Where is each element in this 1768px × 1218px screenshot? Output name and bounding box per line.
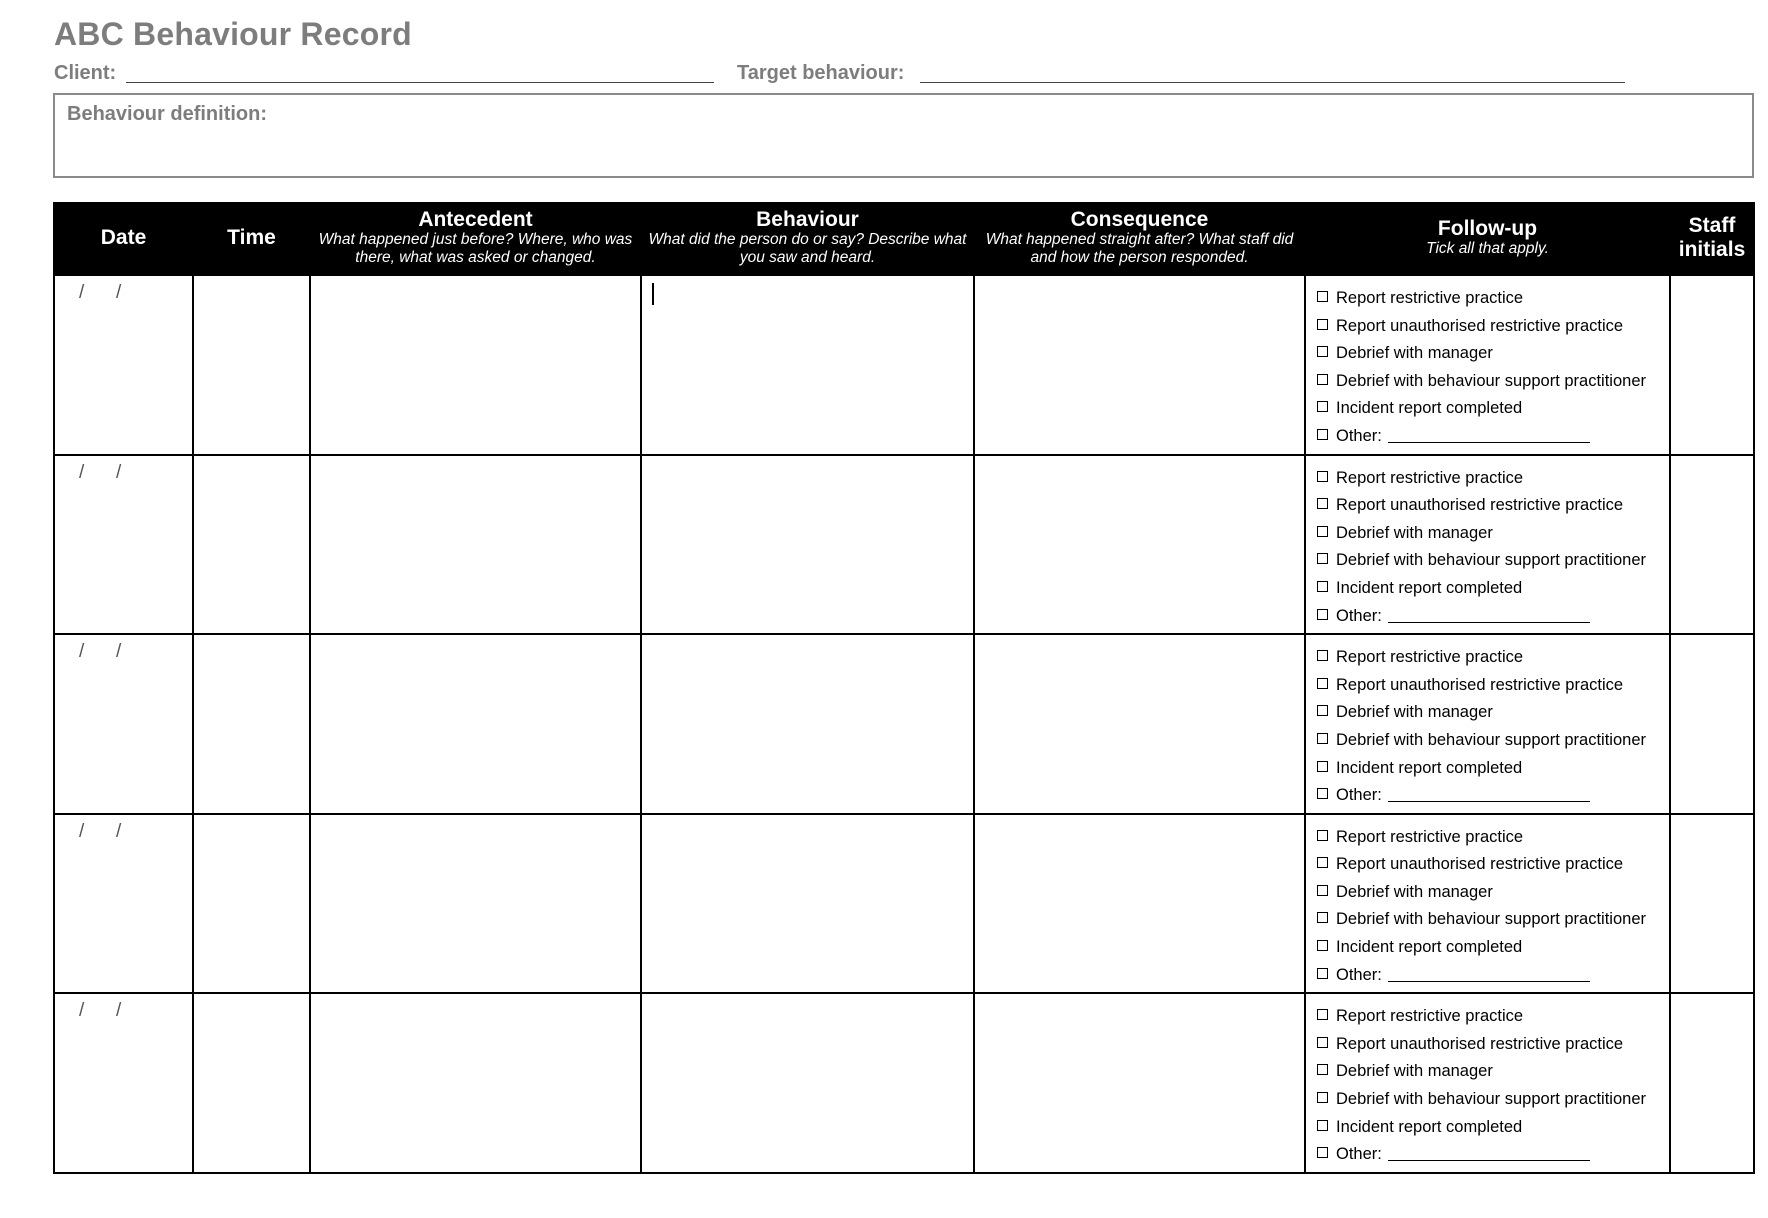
checkbox[interactable]	[1317, 498, 1328, 509]
antecedent-header-hint: What happened just before? Where, who was there, what was asked or changed.	[318, 231, 633, 266]
followup-option[interactable]	[1317, 702, 1669, 730]
followup-option-label: Other:	[1336, 1145, 1382, 1164]
date-cell[interactable]	[54, 993, 193, 1173]
other-input-line[interactable]	[1388, 1144, 1590, 1161]
followup-option[interactable]	[1317, 343, 1669, 371]
staff-initials-cell[interactable]	[1670, 993, 1754, 1173]
followup-option[interactable]	[1317, 937, 1669, 965]
table-row	[54, 814, 1754, 994]
followup-options-list	[1306, 276, 1669, 454]
date-cell[interactable]	[54, 634, 193, 814]
followup-option-label: Debrief with behaviour support practitioner	[1336, 371, 1646, 390]
table-row	[54, 634, 1754, 814]
followup-option[interactable]	[1317, 371, 1669, 399]
followup-option[interactable]	[1317, 647, 1669, 675]
client-field[interactable]	[54, 62, 714, 86]
followup-option-label: Report restrictive practice	[1336, 1007, 1524, 1026]
followup-option-label: Report restrictive practice	[1336, 468, 1524, 487]
checkbox[interactable]	[1317, 346, 1328, 357]
followup-cell	[1305, 634, 1670, 814]
checkbox[interactable]	[1317, 1092, 1328, 1103]
checkbox[interactable]	[1317, 912, 1328, 923]
followup-options-list	[1306, 456, 1669, 634]
checkbox[interactable]	[1317, 650, 1328, 661]
followup-option-label: Debrief with manager	[1336, 1062, 1493, 1081]
client-input-line[interactable]	[126, 82, 714, 83]
time-cell[interactable]	[193, 455, 310, 635]
followup-header-hint: Tick all that apply.	[1426, 240, 1549, 257]
followup-option[interactable]	[1317, 882, 1669, 910]
followup-option-label: Report unauthorised restrictive practice	[1336, 1034, 1624, 1053]
checkbox[interactable]	[1317, 1147, 1328, 1158]
date-placeholder: / /	[79, 461, 122, 483]
followup-option-label: Debrief with behaviour support practitioner	[1336, 1090, 1646, 1109]
consequence-header-hint: What happened straight after? What staff did and how the person responded.	[985, 231, 1294, 266]
followup-option[interactable]	[1317, 468, 1669, 496]
followup-header	[1305, 202, 1670, 275]
followup-option[interactable]	[1317, 909, 1669, 937]
followup-option[interactable]	[1317, 426, 1669, 454]
date-placeholder: / /	[79, 1000, 122, 1022]
date-cell[interactable]	[54, 275, 193, 455]
consequence-header	[974, 202, 1305, 275]
followup-option-label: Report unauthorised restrictive practice	[1336, 496, 1624, 515]
followup-option-label: Debrief with manager	[1336, 344, 1493, 363]
checkbox[interactable]	[1317, 526, 1328, 537]
followup-option-label: Report restrictive practice	[1336, 827, 1524, 846]
followup-option-label: Other:	[1336, 606, 1382, 625]
time-header-label: Time	[227, 226, 276, 249]
followup-option-label: Incident report completed	[1336, 578, 1523, 597]
checkbox[interactable]	[1317, 788, 1328, 799]
behaviour-cell[interactable]	[641, 275, 974, 455]
followup-option-label: Debrief with manager	[1336, 882, 1493, 901]
antecedent-cell[interactable]	[310, 275, 641, 455]
followup-option[interactable]	[1317, 606, 1669, 634]
followup-option[interactable]	[1317, 398, 1669, 426]
checkbox[interactable]	[1317, 1120, 1328, 1131]
followup-option[interactable]	[1317, 785, 1669, 813]
time-cell[interactable]	[193, 993, 310, 1173]
antecedent-cell[interactable]	[310, 634, 641, 814]
followup-option-label: Other:	[1336, 965, 1382, 984]
behaviour-definition-label: Behaviour definition:	[67, 103, 267, 125]
other-input-line[interactable]	[1388, 426, 1590, 443]
checkbox[interactable]	[1317, 374, 1328, 385]
followup-option[interactable]	[1317, 1006, 1669, 1034]
text-cursor	[652, 283, 654, 305]
followup-cell	[1305, 275, 1670, 455]
followup-option[interactable]	[1317, 1144, 1669, 1172]
client-label: Client:	[54, 62, 117, 84]
consequence-cell[interactable]	[974, 634, 1305, 814]
time-cell[interactable]	[193, 275, 310, 455]
followup-option-label: Incident report completed	[1336, 758, 1523, 777]
consequence-cell[interactable]	[974, 993, 1305, 1173]
antecedent-cell[interactable]	[310, 455, 641, 635]
followup-option-label: Debrief with behaviour support practitioner	[1336, 551, 1646, 570]
staff-initials-header-line2: initials	[1678, 238, 1746, 261]
time-cell[interactable]	[193, 634, 310, 814]
checkbox[interactable]	[1317, 830, 1328, 841]
checkbox[interactable]	[1317, 1009, 1328, 1020]
checkbox[interactable]	[1317, 1064, 1328, 1075]
table-header-row	[54, 202, 1754, 275]
behaviour-header-label: Behaviour	[756, 208, 859, 231]
staff-initials-header-line1: Staff	[1688, 214, 1736, 237]
consequence-cell[interactable]	[974, 814, 1305, 994]
consequence-header-label: Consequence	[1070, 208, 1209, 231]
followup-option[interactable]	[1317, 1117, 1669, 1145]
followup-option-label: Report restrictive practice	[1336, 289, 1524, 307]
followup-option[interactable]	[1317, 1034, 1669, 1062]
table-row	[54, 993, 1754, 1173]
followup-cell	[1305, 993, 1670, 1173]
abc-record-table	[53, 202, 1755, 1174]
followup-option[interactable]	[1317, 675, 1669, 703]
checkbox[interactable]	[1317, 705, 1328, 716]
followup-option-label: Report unauthorised restrictive practice	[1336, 675, 1624, 694]
staff-initials-cell[interactable]	[1670, 275, 1754, 455]
antecedent-header	[310, 202, 641, 275]
checkbox[interactable]	[1317, 885, 1328, 896]
date-header-label: Date	[100, 226, 147, 249]
followup-option-label: Incident report completed	[1336, 399, 1523, 418]
time-cell[interactable]	[193, 814, 310, 994]
date-placeholder: / /	[79, 282, 122, 303]
checkbox[interactable]	[1317, 553, 1328, 564]
followup-option[interactable]	[1317, 965, 1669, 993]
followup-option[interactable]	[1317, 730, 1669, 758]
checkbox[interactable]	[1317, 857, 1328, 868]
checkbox[interactable]	[1317, 581, 1328, 592]
date-cell[interactable]	[54, 455, 193, 635]
date-placeholder: / /	[79, 641, 122, 663]
checkbox[interactable]	[1317, 761, 1328, 772]
checkbox[interactable]	[1317, 401, 1328, 412]
followup-options-list	[1306, 815, 1669, 993]
target-behaviour-input-line[interactable]	[920, 82, 1625, 83]
behaviour-cell[interactable]	[641, 993, 974, 1173]
followup-option-label: Debrief with behaviour support practitioner	[1336, 730, 1646, 749]
checkbox[interactable]	[1317, 471, 1328, 482]
consequence-cell[interactable]	[974, 455, 1305, 635]
checkbox[interactable]	[1317, 291, 1328, 302]
followup-option-label: Debrief with behaviour support practitioner	[1336, 910, 1646, 929]
followup-cell	[1305, 814, 1670, 994]
table-row	[54, 455, 1754, 635]
followup-option[interactable]	[1317, 827, 1669, 855]
target-behaviour-field[interactable]	[737, 62, 1625, 86]
followup-header-label: Follow-up	[1437, 217, 1538, 240]
followup-options-list	[1306, 635, 1669, 813]
followup-option-label: Report restrictive practice	[1336, 648, 1524, 667]
time-header	[193, 202, 310, 275]
staff-initials-cell[interactable]	[1670, 634, 1754, 814]
behaviour-cell[interactable]	[641, 634, 974, 814]
other-input-line[interactable]	[1388, 785, 1590, 802]
behaviour-header-hint: What did the person do or say? Describe what you saw and heard.	[648, 231, 967, 266]
target-behaviour-label: Target behaviour:	[737, 62, 905, 84]
checkbox[interactable]	[1317, 1037, 1328, 1048]
followup-cell	[1305, 455, 1670, 635]
followup-option-label: Incident report completed	[1336, 1117, 1523, 1136]
date-cell[interactable]	[54, 814, 193, 994]
antecedent-header-label: Antecedent	[418, 208, 533, 231]
behaviour-cell[interactable]	[641, 814, 974, 994]
followup-option-label: Debrief with manager	[1336, 703, 1493, 722]
followup-option[interactable]	[1317, 550, 1669, 578]
page-title: ABC Behaviour Record	[54, 16, 412, 52]
checkbox[interactable]	[1317, 678, 1328, 689]
followup-option-label: Debrief with manager	[1336, 523, 1493, 542]
followup-option[interactable]	[1317, 1061, 1669, 1089]
table-row	[54, 275, 1754, 455]
followup-option[interactable]	[1317, 495, 1669, 523]
staff-initials-cell[interactable]	[1670, 455, 1754, 635]
other-input-line[interactable]	[1388, 606, 1590, 623]
followup-option[interactable]	[1317, 523, 1669, 551]
date-placeholder: / /	[79, 820, 122, 842]
behaviour-cell[interactable]	[641, 455, 974, 635]
followup-option[interactable]	[1317, 1089, 1669, 1117]
followup-option-label: Report unauthorised restrictive practice	[1336, 316, 1624, 335]
other-input-line[interactable]	[1388, 965, 1590, 982]
checkbox[interactable]	[1317, 319, 1328, 330]
staff-initials-header	[1670, 202, 1754, 275]
followup-option-label: Incident report completed	[1336, 938, 1523, 957]
checkbox[interactable]	[1317, 968, 1328, 979]
followup-option[interactable]	[1317, 854, 1669, 882]
followup-option[interactable]	[1317, 758, 1669, 786]
checkbox[interactable]	[1317, 429, 1328, 440]
checkbox[interactable]	[1317, 733, 1328, 744]
antecedent-cell[interactable]	[310, 993, 641, 1173]
antecedent-cell[interactable]	[310, 814, 641, 994]
followup-option-label: Other:	[1336, 426, 1382, 445]
followup-option[interactable]	[1317, 316, 1669, 344]
followup-option-label: Other:	[1336, 786, 1382, 805]
date-header	[54, 202, 193, 275]
checkbox[interactable]	[1317, 609, 1328, 620]
behaviour-header	[641, 202, 974, 275]
followup-options-list	[1306, 994, 1669, 1172]
behaviour-definition-box[interactable]	[53, 93, 1754, 178]
followup-option-label: Report unauthorised restrictive practice	[1336, 855, 1624, 874]
checkbox[interactable]	[1317, 940, 1328, 951]
followup-option[interactable]	[1317, 578, 1669, 606]
followup-option[interactable]	[1317, 288, 1669, 316]
staff-initials-cell[interactable]	[1670, 814, 1754, 994]
consequence-cell[interactable]	[974, 275, 1305, 455]
